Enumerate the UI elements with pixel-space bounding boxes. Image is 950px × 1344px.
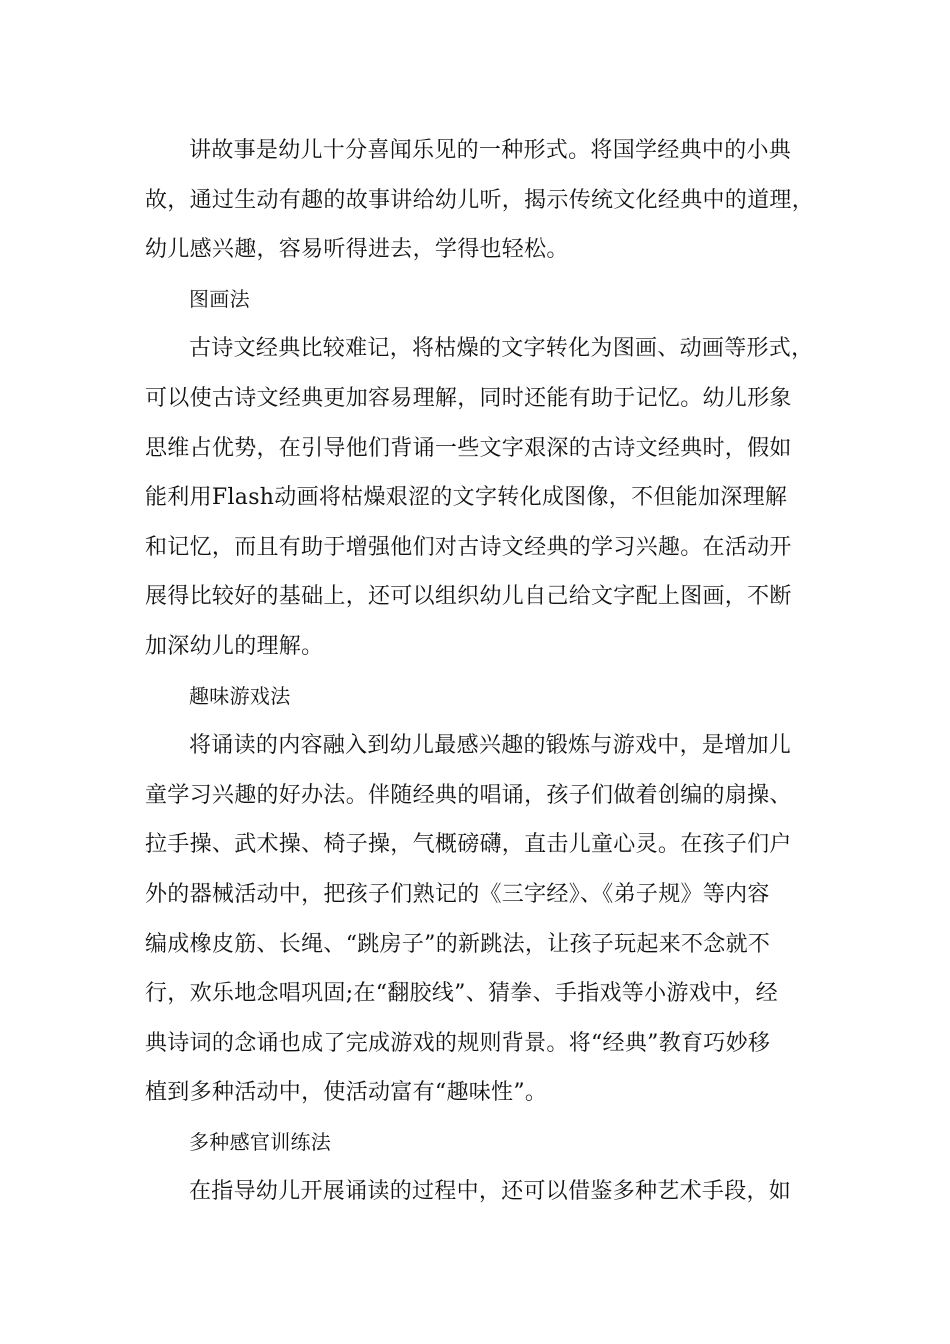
text-line: 植到多种活动中，使活动富有“趣味性”。 [145, 1080, 548, 1106]
text-line: 讲故事是幼儿十分喜闻乐见的一种形式。将国学经典中的小典 [189, 138, 792, 163]
text-line: 外的器械活动中，把孩子们熟记的《三字经》、《弟子规》等内容 [145, 881, 770, 907]
text-line: 在指导幼儿开展诵读的过程中，还可以借鉴多种艺术手段，如 [189, 1179, 792, 1205]
text-line: 故，通过生动有趣的故事讲给幼儿听，揭示传统文化经典中的道理， [145, 187, 815, 213]
document-page [145, 126, 825, 1217]
section-heading: 图画法 [189, 286, 250, 311]
text-line: 将诵读的内容融入到幼儿最感兴趣的锻炼与游戏中，是增加儿 [189, 733, 792, 759]
text-line: 拉手操、武术操、椅子操，气概磅礴，直击儿童心灵。在孩子们户 [145, 832, 792, 858]
text-line: 展得比较好的基础上，还可以组织幼儿自己给文字配上图画，不断 [145, 584, 792, 610]
text-line: 和记忆，而且有助于增强他们对古诗文经典的学习兴趣。在活动开 [145, 534, 792, 560]
text-line: 加深幼儿的理解。 [145, 633, 324, 659]
text-line: 思维占优势，在引导他们背诵一些文字艰深的古诗文经典时，假如 [145, 435, 792, 461]
section-heading: 多种感官训练法 [189, 1129, 332, 1154]
text-line: 古诗文经典比较难记，将枯燥的文字转化为图画、动画等形式， [189, 336, 814, 362]
text-line: 童学习兴趣的好办法。伴随经典的唱诵，孩子们做着创编的扇操、 [145, 782, 792, 808]
text-line: 幼儿感兴趣，容易听得进去，学得也轻松。 [145, 237, 569, 263]
text-line: 编成橡皮筋、长绳、“跳房子”的新跳法，让孩子玩起来不念就不 [145, 931, 771, 957]
text-line: 行，欢乐地念唱巩固;在“翻胶线”、猜拳、手指戏等小游戏中，经 [145, 981, 778, 1007]
text-line: 能利用Flash动画将枯燥艰涩的文字转化成图像，不但能加深理解 [145, 485, 788, 511]
section-heading: 趣味游戏法 [189, 683, 291, 708]
text-line: 可以使古诗文经典更加容易理解，同时还能有助于记忆。幼儿形象 [145, 385, 792, 411]
text-line: 典诗词的念诵也成了完成游戏的规则背景。将“经典”教育巧妙移 [145, 1030, 771, 1056]
